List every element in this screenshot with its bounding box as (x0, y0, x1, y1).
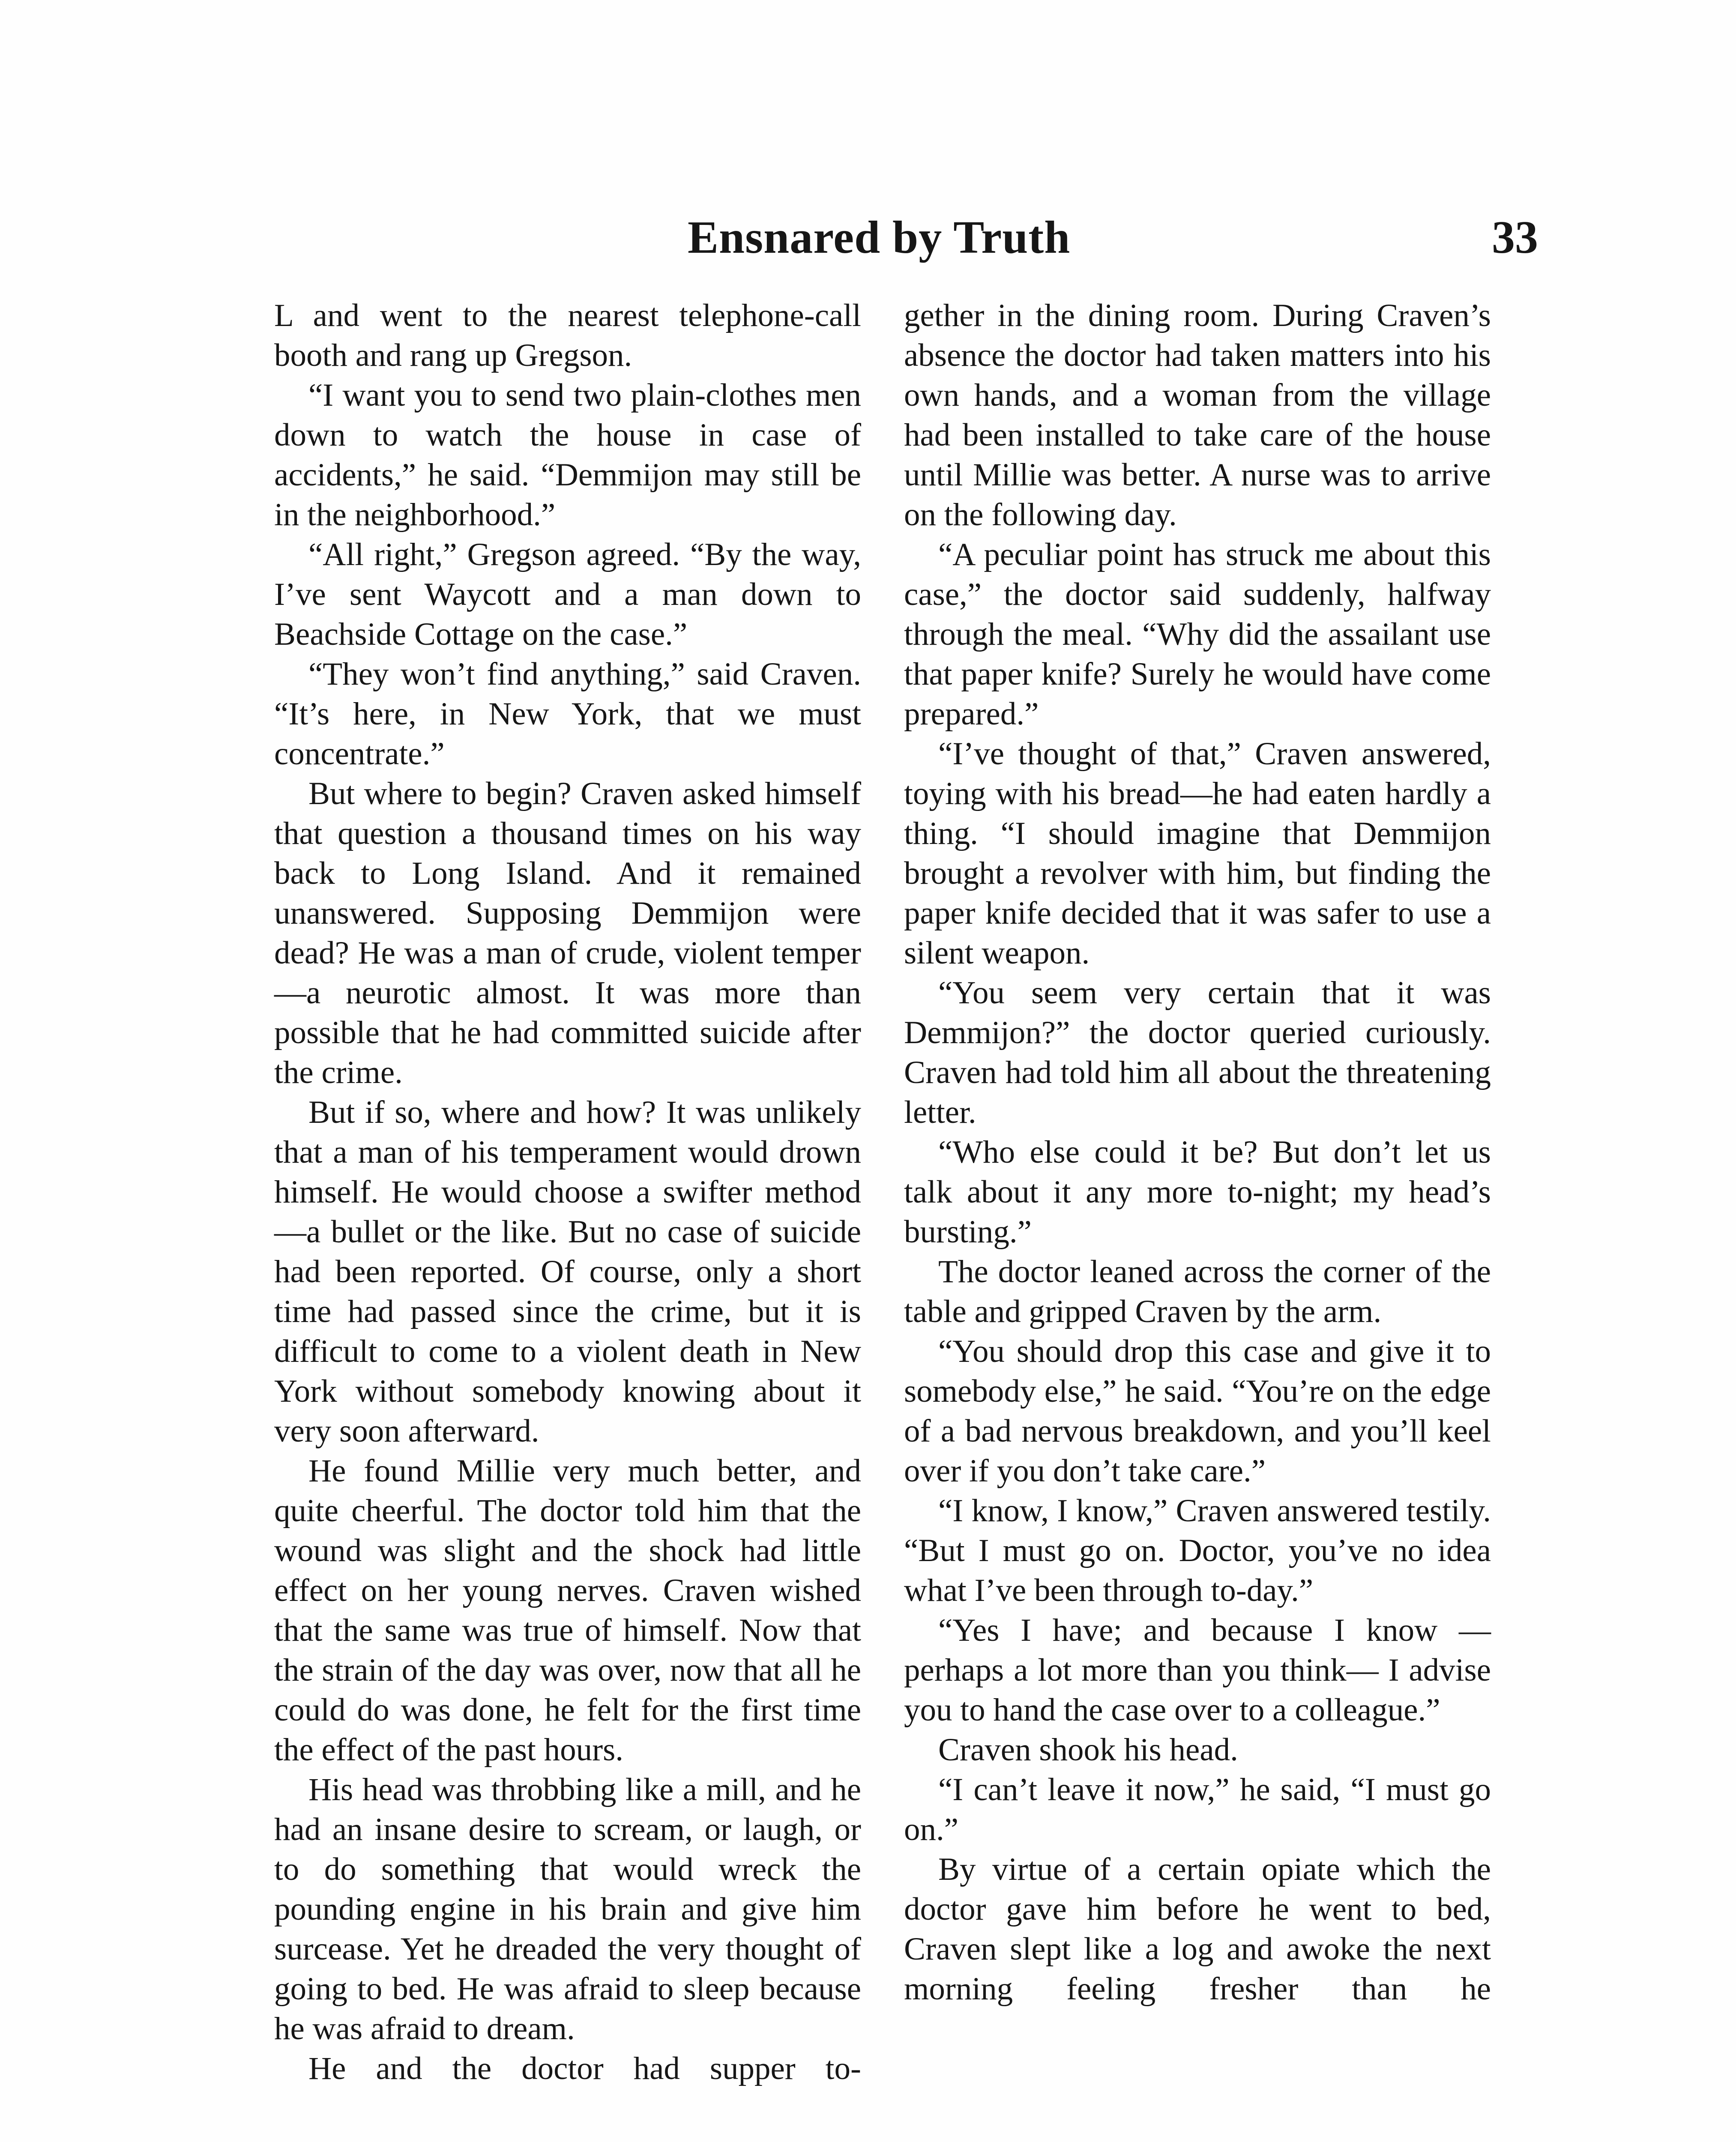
running-title: Ensnared by Truth (688, 212, 1071, 263)
text-column-right (904, 296, 1491, 2049)
paragraph: L and went to the nearest telephone-call booth and rang up Gregson. (274, 298, 861, 373)
paragraph: “I know, I know,” Craven answered testily. “But I must go on. Doctor, you’ve no idea what I’ve been through to-day.” (904, 1493, 1491, 1608)
paragraph: By virtue of a certain opiate which the doctor gave him before he went to bed, Craven slept like a log and awoke the next morning feeling fresher than he (904, 1852, 1491, 2007)
paragraph: But if so, where and how? It was unlikely that a man of his temperament would drown himself. He would choose a swifter method—a bullet or the like. But no case of suicide had been reported. Of course, only a short time had passed since the crime, but it is difficult to come to a violent death in New York without somebody knowing about it very soon afterward. (274, 1095, 861, 1449)
paragraph: “All right,” Gregson agreed. “By the way, I’ve sent Waycott and a man down to Beachside Cottage on the case.” (274, 537, 861, 652)
paragraph: “A peculiar point has struck me about this case,” the doctor said suddenly, halfway through the meal. “Why did the assailant use that paper knife? Surely he would have come prepared.” (904, 537, 1491, 732)
paragraph: “They won’t find anything,” said Craven. “It’s here, in New York, that we must concentrate.” (274, 656, 861, 772)
paragraph: “You should drop this case and give it to somebody else,” he said. “You’re on the edge of a bad nervous breakdown, and you’ll keel over if you don’t take care.” (904, 1334, 1491, 1489)
page-header (274, 206, 1538, 278)
paragraph: He and the doctor had supper to- (308, 2051, 861, 2086)
paragraph: gether in the dining room. During Craven’s absence the doctor had taken matters into his own hands, and a woman from the village had been installed to take care of the house until Millie was better. A nurse was to arrive on the following day. (904, 298, 1491, 533)
text-column-left (274, 296, 861, 2128)
paragraph: “I can’t leave it now,” he said, “I must go on.” (904, 1772, 1491, 1847)
page-number: 33 (1492, 212, 1538, 263)
paragraph: “I want you to send two plain-clothes men down to watch the house in case of accidents,” he said. “Demmijon may still be in the neighborhood.” (274, 377, 861, 533)
paragraph: “You seem very certain that it was Demmijon?” the doctor queried curiously. Craven had told him all about the threatening letter. (904, 975, 1491, 1130)
paragraph: But where to begin? Craven asked himself that question a thousand times on his way back to Long Island. And it remained unanswered. Supposing Demmijon were dead? He was a man of crude, violent temper—a neurotic almost. It was more than possible that he had committed suicide after the crime. (274, 776, 861, 1090)
paragraph: “I’ve thought of that,” Craven answered, toying with his bread—he had eaten hardly a thing. “I should imagine that Demmijon brought a revolver with him, but finding the paper knife decided that it was safer to use a silent weapon. (904, 736, 1491, 971)
paragraph: He found Millie very much better, and quite cheerful. The doctor told him that the wound was slight and the shock had little effect on her young nerves. Craven wished that the same was true of himself. Now that the strain of the day was over, now that all he could do was done, he felt for the first time the effect of the past hours. (274, 1453, 861, 1768)
paragraph: “Yes I have; and because I know —perhaps a lot more than you think— I advise you to hand the case over to a colleague.” (904, 1612, 1491, 1728)
paragraph: The doctor leaned across the corner of the table and gripped Craven by the arm. (904, 1254, 1491, 1329)
paragraph: His head was throbbing like a mill, and he had an insane desire to scream, or laugh, or to do something that would wreck the pounding engine in his brain and give him surcease. Yet he dreaded the very thought of going to bed. He was afraid to sleep because he was afraid to dream. (274, 1772, 861, 2046)
paragraph: “Who else could it be? But don’t let us talk about it any more to-night; my head’s bursting.” (904, 1134, 1491, 1250)
paragraph: Craven shook his head. (938, 1732, 1238, 1768)
